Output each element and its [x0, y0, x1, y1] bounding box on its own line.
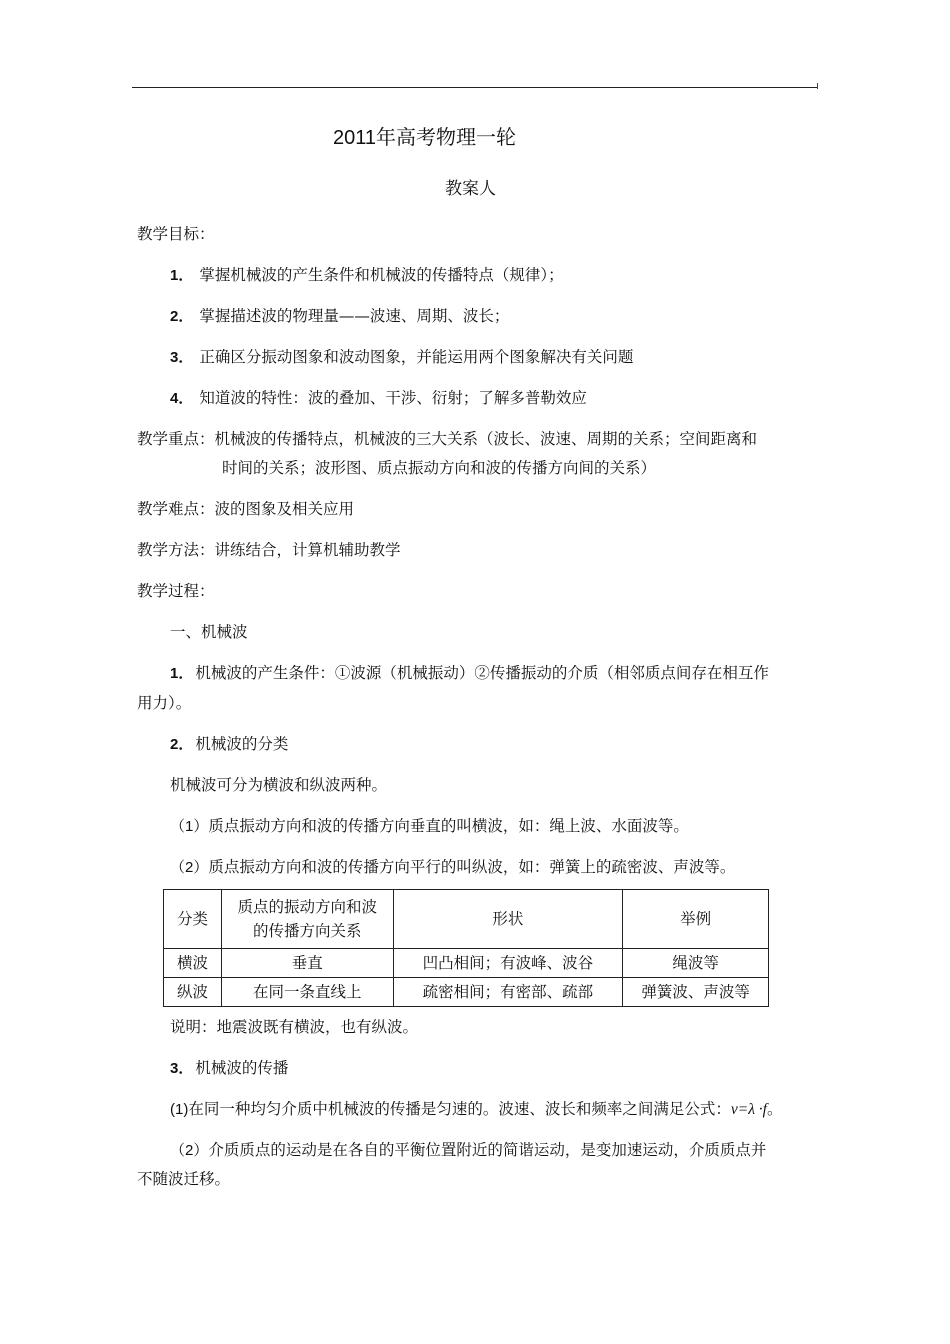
para-3-item-2-text-1: 介质质点的运动是在各自的平衡位置附近的简谐运动，是变加速运动，介质质点并 — [208, 1141, 767, 1159]
goal-item-3 — [170, 347, 633, 368]
table-header-cell — [221, 890, 393, 949]
table-cell: 纵波 — [164, 978, 222, 1007]
goal-num-1: 1． — [170, 267, 194, 284]
goal-text-2: 掌握描述波的物理量——波速、周期、波长； — [199, 307, 510, 325]
goals-label: 教学目标： — [137, 225, 215, 243]
goal-text-1: 掌握机械波的产生条件和机械波的传播特点（规律）； — [199, 266, 564, 284]
para-3-num: 3． — [170, 1060, 194, 1077]
table-cell: 在同一条直线上 — [221, 978, 393, 1007]
para-2-heading-text: 机械波的分类 — [195, 735, 289, 753]
goal-num-4: 4． — [170, 390, 194, 407]
table-cell: 横波 — [164, 949, 222, 978]
table-header-row — [164, 890, 769, 949]
difficulty-label: 教学难点： — [137, 500, 215, 518]
para-3-item-2-num: （2） — [170, 1142, 209, 1159]
method-label: 教学方法： — [137, 541, 215, 559]
table-header-cell: 分类 — [164, 890, 222, 949]
para-2-item-2-num: （2） — [170, 859, 209, 876]
para-3-item-1-num: (1) — [170, 1101, 189, 1118]
page-author: 教案人 — [445, 179, 496, 199]
para-2-item-1-num: （1） — [170, 818, 209, 835]
header-rule-tick — [817, 83, 818, 89]
para-3-item-1-end: 。 — [766, 1100, 783, 1118]
table-cell: 凹凸相间；有波峰、波谷 — [393, 949, 623, 978]
para-2-num: 2． — [170, 736, 194, 753]
page-title: 2011年高考物理一轮 — [333, 127, 517, 149]
table-cell: 疏密相间；有密部、疏部 — [393, 978, 623, 1007]
para-3-item-2-text-2: 不随波迁移。 — [137, 1170, 231, 1188]
section-1-heading: 一、机械波 — [170, 623, 248, 641]
para-3-item-1-text: 在同一种均匀介质中机械波的传播是匀速的。波速、波长和频率之间满足公式： — [188, 1100, 731, 1118]
para-3-item-1 — [170, 1099, 782, 1120]
goal-num-3: 3． — [170, 349, 194, 366]
focus-line-1 — [137, 429, 757, 449]
goal-text-3: 正确区分振动图象和波动图象，并能运用两个图象解决有关问题 — [199, 348, 634, 366]
para-2-intro: 机械波可分为横波和纵波两种。 — [170, 776, 388, 794]
para-2-item-1-text: 质点振动方向和波的传播方向垂直的叫横波，如：绳上波、水面波等。 — [208, 817, 689, 835]
focus-label: 教学重点： — [137, 430, 215, 448]
table-header-cell: 举例 — [623, 890, 769, 949]
table-header-cell: 形状 — [393, 890, 623, 949]
header-rule — [132, 87, 818, 88]
para-2-heading — [170, 734, 288, 755]
para-3-heading — [170, 1058, 288, 1079]
table-cell: 垂直 — [221, 949, 393, 978]
para-3-heading-text: 机械波的传播 — [195, 1059, 289, 1077]
method-line — [137, 540, 401, 560]
focus-text-2: 时间的关系；波形图、质点振动方向和波的传播方向间的关系） — [222, 459, 657, 477]
table-row — [164, 949, 769, 978]
goal-item-2 — [170, 306, 509, 327]
table-row — [164, 978, 769, 1007]
para-2-item-1 — [170, 816, 689, 837]
process-label: 教学过程： — [137, 582, 215, 600]
wave-speed-formula: v=λ ·f — [730, 1101, 767, 1118]
table-cell: 弹簧波、声波等 — [623, 978, 769, 1007]
wave-classification-table — [163, 889, 769, 1007]
table-header-relation-line-1: 质点的振动方向和波 — [237, 898, 377, 916]
para-1-text-1: 机械波的产生条件：①波源（机械振动）②传播振动的介质（相邻质点间存在相互作 — [195, 664, 769, 682]
table-header-relation-line-2: 的传播方向关系 — [252, 922, 362, 940]
method-text: 讲练结合，计算机辅助教学 — [214, 541, 401, 559]
para-1-line-1 — [170, 663, 769, 684]
difficulty-line — [137, 499, 354, 519]
goal-num-2: 2． — [170, 308, 194, 325]
para-1-num: 1． — [170, 665, 194, 682]
focus-text-1: 机械波的传播特点，机械波的三大关系（波长、波速、周期的关系；空间距离和 — [214, 430, 758, 448]
goal-text-4: 知道波的特性：波的叠加、干涉、衍射；了解多普勒效应 — [199, 389, 587, 407]
para-1-text-2: 用力）。 — [137, 694, 192, 712]
para-3-item-2-line-1 — [170, 1140, 766, 1161]
goal-item-1 — [170, 265, 564, 286]
table-note: 说明：地震波既有横波，也有纵波。 — [170, 1018, 419, 1036]
goal-item-4 — [170, 388, 587, 409]
para-2-item-2 — [170, 857, 735, 878]
difficulty-text: 波的图象及相关应用 — [214, 500, 355, 518]
table-cell: 绳波等 — [623, 949, 769, 978]
para-2-item-2-text: 质点振动方向和波的传播方向平行的叫纵波，如：弹簧上的疏密波、声波等。 — [208, 858, 736, 876]
